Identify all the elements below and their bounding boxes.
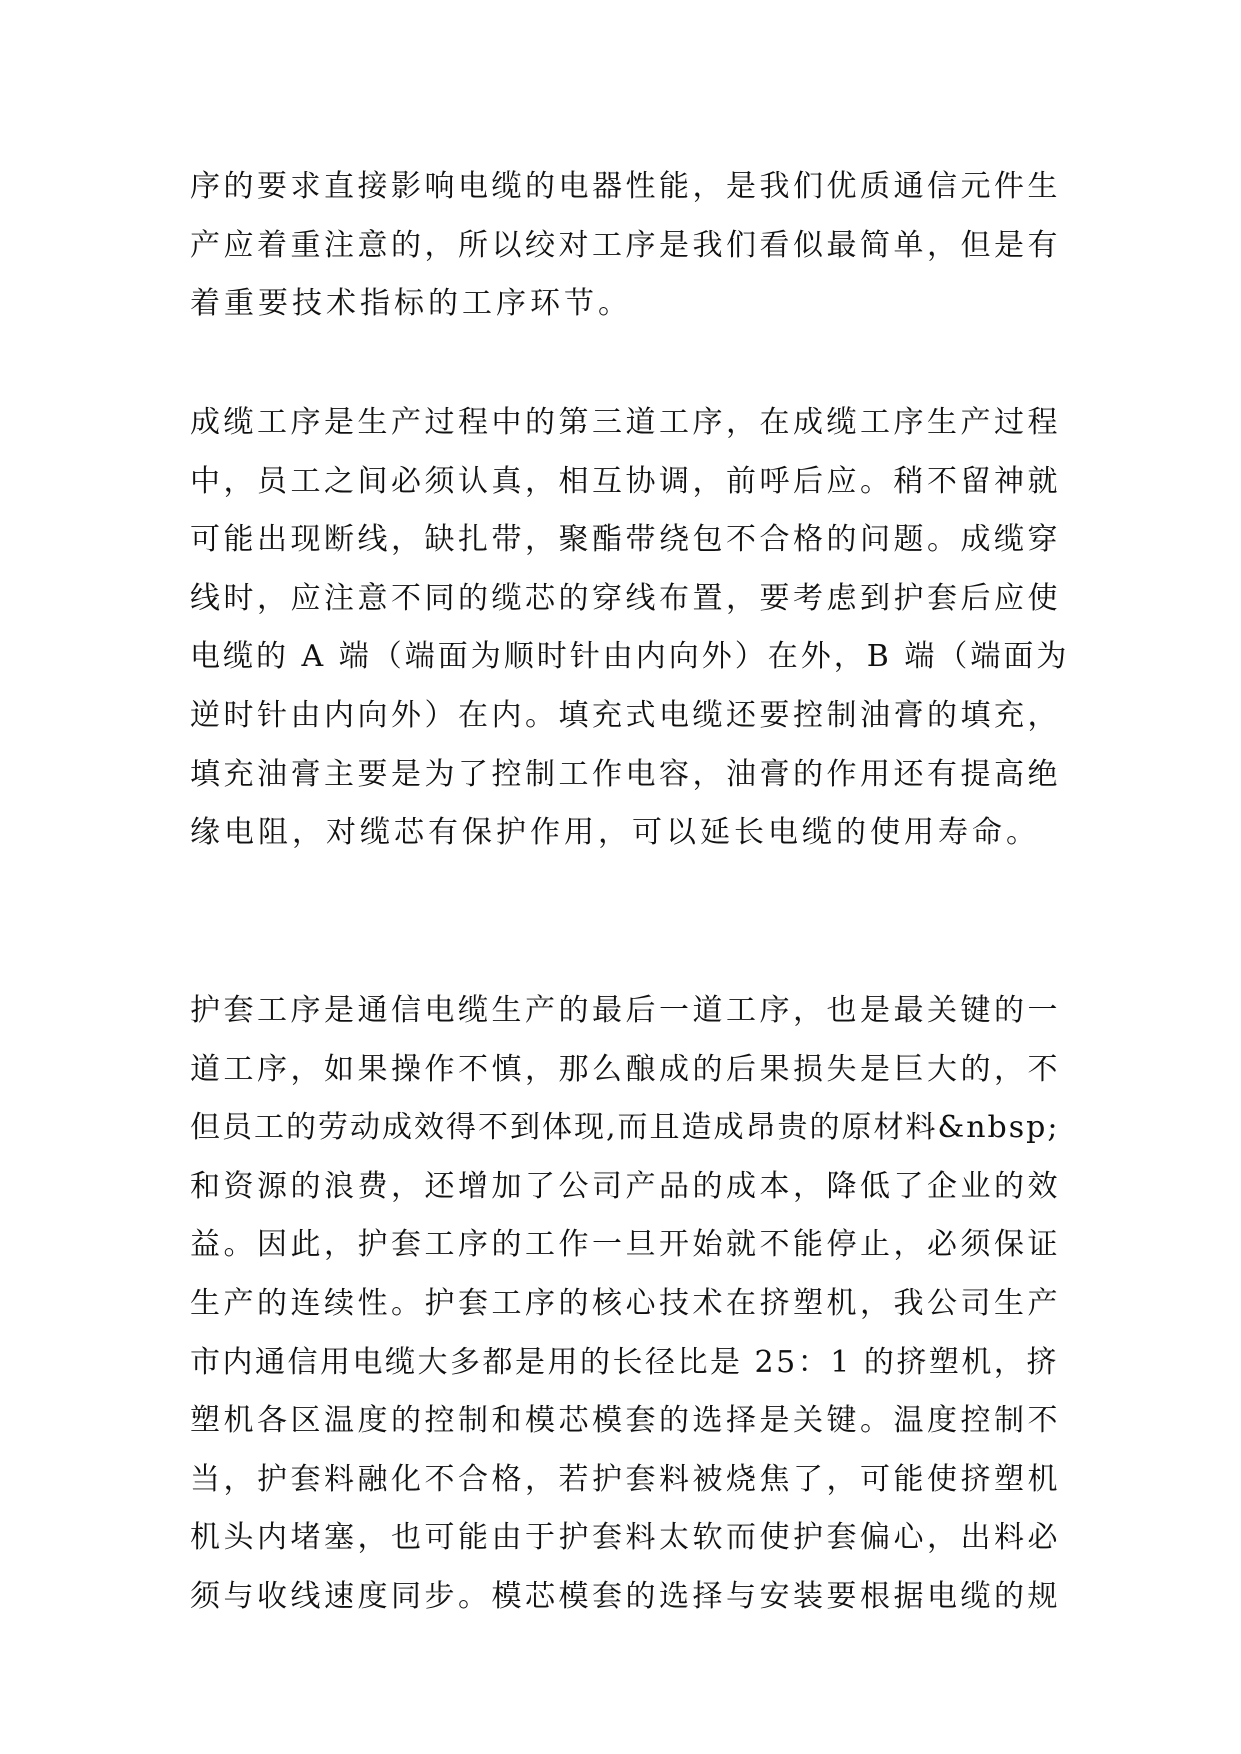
text-line: 须与收线速度同步。模芯模套的选择与安装要根据电缆的规 xyxy=(190,1578,1061,1614)
text-line: 护套工序是通信电缆生产的最后一道工序，也是最关键的一 xyxy=(190,993,1061,1028)
text-line: 中，员工之间必须认真，相互协调，前呼后应。稍不留神就 xyxy=(190,463,1061,499)
text-line: 但员工的劳动成效得不到体现,而且造成昂贵的原材料&nbsp; xyxy=(190,1110,1060,1146)
paragraph-cabling-process xyxy=(190,394,1070,863)
text-line: 塑机各区温度的控制和模芯模套的选择是关键。温度控制不 xyxy=(190,1403,1061,1439)
text-line: 电缆的 A 端（端面为顺时针由内向外）在外，B 端（端面为 xyxy=(190,639,1070,675)
text-line: 道工序，如果操作不慎，那么酿成的后果损失是巨大的，不 xyxy=(190,1051,1061,1087)
text-line: 当，护套料融化不合格，若护套料被烧焦了，可能使挤塑机 xyxy=(190,1461,1061,1497)
text-line: 填充油膏主要是为了控制工作电容，油膏的作用还有提高绝 xyxy=(190,756,1061,792)
text-line: 成缆工序是生产过程中的第三道工序，在成缆工序生产过程 xyxy=(190,405,1061,440)
text-line: 产应着重注意的，所以绞对工序是我们看似最简单，但是有 xyxy=(190,227,1061,263)
text-line: 益。因此，护套工序的工作一旦开始就不能停止，必须保证 xyxy=(190,1227,1061,1263)
text-line: 和资源的浪费，还增加了公司产品的成本，降低了企业的效 xyxy=(190,1168,1061,1204)
text-line: 逆时针由内向外）在内。填充式电缆还要控制油膏的填充， xyxy=(190,697,1061,733)
text-line: 可能出现断线，缺扎带，聚酯带绕包不合格的问题。成缆穿 xyxy=(190,522,1061,558)
text-line: 缘电阻，对缆芯有保护作用，可以延长电缆的使用寿命。 xyxy=(190,815,1040,851)
text-line: 生产的连续性。护套工序的核心技术在挤塑机，我公司生产 xyxy=(190,1285,1061,1321)
text-line: 市内通信用电缆大多都是用的长径比是 25：1 的挤塑机，挤 xyxy=(190,1344,1059,1380)
text-line: 线时，应注意不同的缆芯的穿线布置，要考虑到护套后应使 xyxy=(190,580,1061,616)
paragraph-sheathing-process xyxy=(190,982,1070,1627)
text-line: 着重要技术指标的工序环节。 xyxy=(190,286,632,322)
text-line: 序的要求直接影响电缆的电器性能，是我们优质通信元件生 xyxy=(190,169,1061,204)
paragraph-stranding-process xyxy=(190,158,1070,334)
text-line: 机头内堵塞，也可能由于护套料太软而使护套偏心，出料必 xyxy=(190,1520,1061,1556)
